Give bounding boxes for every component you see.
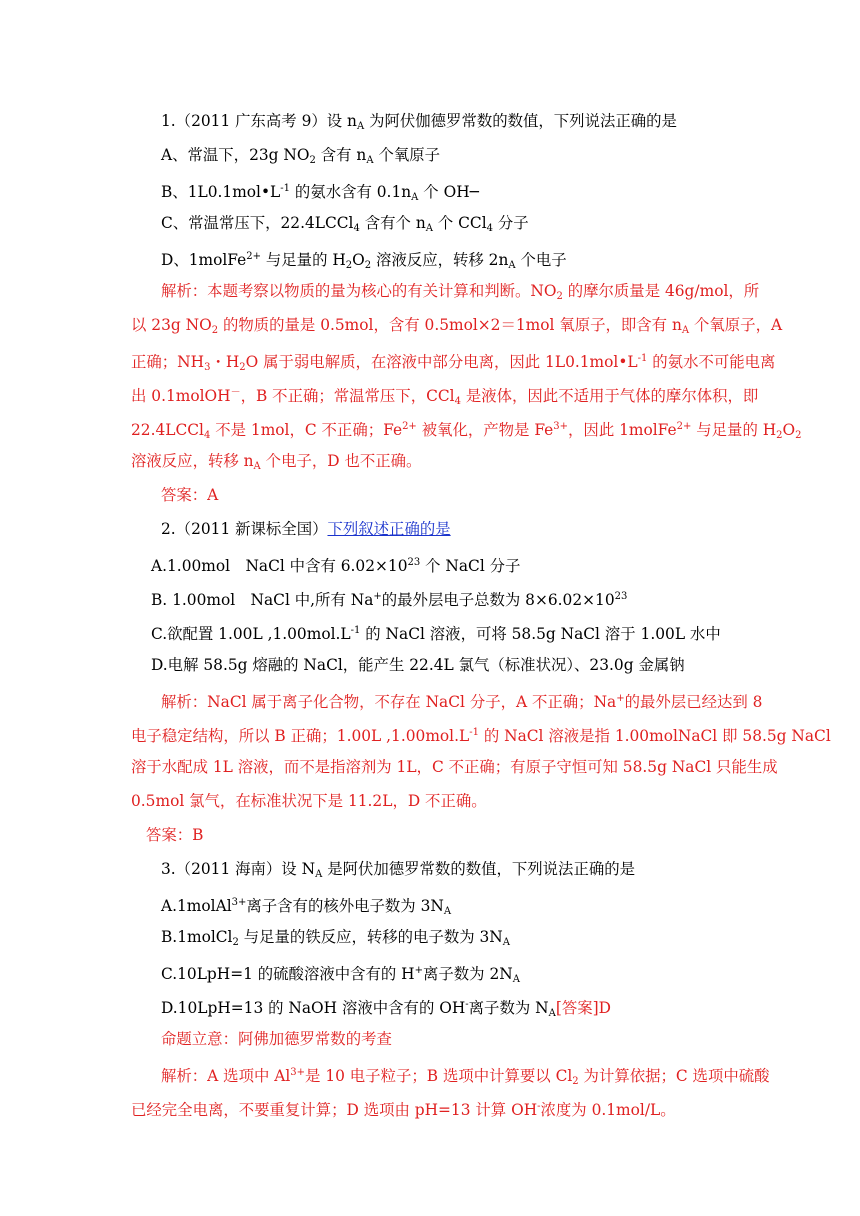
q2-option-c: C.欲配置 1.00L $,1.00mol.L^{-1}$ 的 NaCl 溶液，可将 58.5g NaCl 溶于 1.00L 水中 <box>151 625 721 643</box>
q2-option-b: B. 1.00mol NaCl 中,所有 Na+的最外层电子总数为 $8\times 6.02\times 10^{23}$ <box>151 591 628 609</box>
q1-analysis-line: 正确；$NH_3$・$H_2O$ 属于弱电解质，在溶液中部分电离，因此 $1L0.1mol•L^{-1}$ 的氨水不可能电离 <box>131 353 776 373</box>
q3-intent: 命题立意：阿佛加德罗常数的考查 <box>161 1030 392 1048</box>
q1-analysis-line: 出 0.1molOH－，B 不正确；常温常压下，CCl$_4$ 是液体，因此不适用于气体的摩尔体积，即 <box>131 387 759 407</box>
q2-analysis-line: 溶于水配成 1L 溶液，而不是指溶剂为 1L，C 不正确；有原子守恒可知 58.5g NaCl 只能生成 <box>131 758 778 776</box>
q1-analysis-line: 解析：本题考察以物质的量为核心的有关计算和判断。$NO_2$ 的摩尔质量是 46g/mol，所 <box>161 282 760 302</box>
q3-title: 3.（2011 海南）设 $N_A$ 是阿伏加德罗常数的数值，下列说法正确的是 <box>161 860 636 880</box>
q2-title: 2.（2011 新课标全国）下列叙述正确的是 <box>161 520 451 538</box>
q3-option-d: D.10LpH=13 的 NaOH 溶液中含有的 OH-离子数为 $N_A$[答案]D <box>161 999 611 1019</box>
q3-option-b: B.1molCl$_2$ 与足量的铁反应，转移的电子数为 $3N_A$ <box>161 928 510 948</box>
q1-analysis-line: 以 23g $NO_2$ 的物质的量是 0.5mol，含有 0.5mol×2＝1mol 氧原子，即含有 $n_A$ 个氧原子，A <box>131 316 783 336</box>
q2-option-a: A.1.00mol NaCl 中含有 $6.02\times 10^{23}$ 个 NaCl 分子 <box>151 557 521 575</box>
q1-analysis-line: 溶液反应，转移 $n_A$ 个电子，D 也不正确。 <box>131 452 422 472</box>
q1-option-c: C、常温常压下，22.4LCCl$_4$ 含有个 $n_A$ 个 CCl$_4$ 分子 <box>161 214 529 234</box>
q2-answer: 答案：B <box>146 826 204 844</box>
q3-analysis-line: 解析：A 选项中 $Al^{3+}$是 10 电子粒子；B 选项中计算要以 $Cl_2$ 为计算依据；C 选项中硫酸 <box>161 1067 770 1087</box>
q1-analysis-line: 22.4LCCl$_4$ 不是 1mol，C 不正确；$Fe^{2+}$ 被氧化，产物是 $Fe^{3+}$，因此 1molFe$^{2+}$ 与足量的 $H_2O_2$ <box>131 421 802 441</box>
q1-option-d: D、1molFe$^{2+}$ 与足量的 $H_2O_2$ 溶液反应，转移 $2n_A$ 个电子 <box>161 251 567 271</box>
q1-answer: 答案：A <box>161 486 219 504</box>
q2-title-link[interactable]: 下列叙述正确的是 <box>327 520 451 538</box>
q2-analysis-line: 解析：NaCl 属于离子化合物，不存在 NaCl 分子，A 不正确；Na+的最外层已经达到 8 <box>161 693 763 711</box>
q2-analysis-line: 0.5mol 氯气，在标准状况下是 11.2L，D 不正确。 <box>131 792 487 810</box>
q1-option-b: B、$1L0.1mol•L^{-1}$ 的氨水含有 $0.1n_A$ 个 OH─ <box>161 183 479 203</box>
q3-option-c: C.10LpH=1 的硫酸溶液中含有的 H+离子数为 $2N_A$ <box>161 965 520 985</box>
q2-analysis-line: 电子稳定结构，所以 B 正确；1.00L $,1.00mol.L^{-1}$ 的 NaCl 溶液是指 1.00molNaCl 即 58.5g NaCl <box>131 727 831 745</box>
q3-option-a: A.1molAl$^{3+}$离子含有的核外电子数为 $3N_A$ <box>161 897 452 917</box>
q3-analysis-line: 已经完全电离，不要重复计算；D 选项由 pH=13 计算 OH-浓度为 0.1mol/L。 <box>131 1101 676 1119</box>
q2-option-d: D.电解 58.5g 熔融的 NaCl，能产生 22.4L 氯气（标准状况）、23.0g 金属钠 <box>151 656 685 674</box>
q1-option-a: A、常温下，23g $NO_2$ 含有 $n_A$ 个氧原子 <box>161 146 441 166</box>
q1-title: 1.（2011 广东高考 9）设 $n_A$ 为阿伏伽德罗常数的数值，下列说法正确的是 <box>161 112 677 132</box>
